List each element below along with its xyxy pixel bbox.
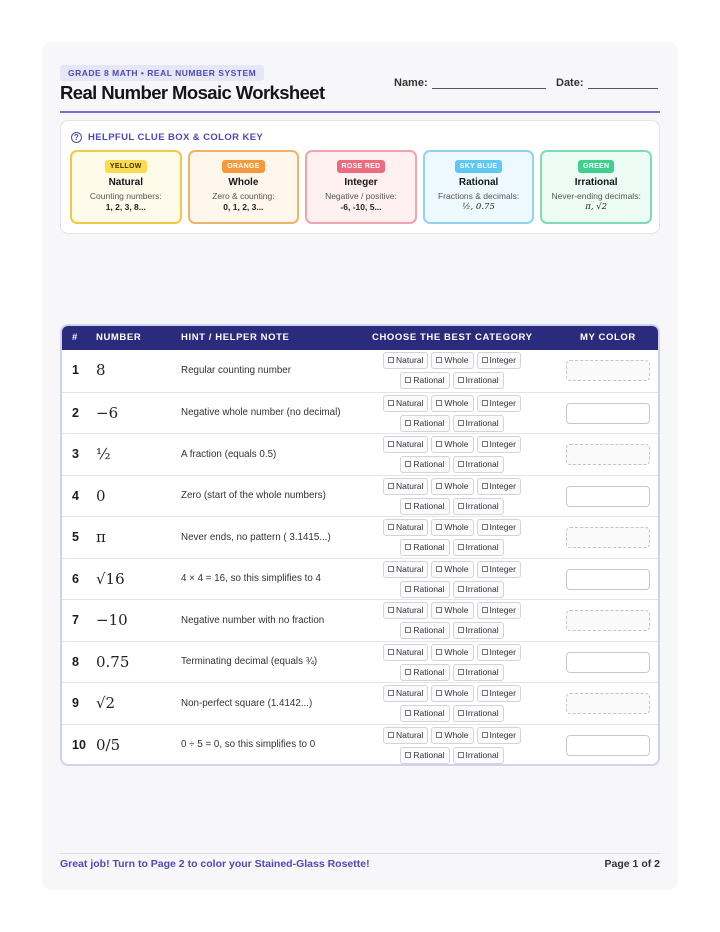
color-key-card (70, 150, 182, 224)
row-number: 6 (72, 571, 79, 586)
category-label: Rational (413, 375, 445, 385)
checkbox-icon (482, 690, 488, 696)
checkbox-icon (388, 483, 394, 489)
header-divider (60, 111, 660, 113)
checkbox-icon (458, 377, 464, 383)
category-label: Integer (489, 522, 516, 532)
checkbox-icon (458, 669, 464, 675)
category-options (376, 478, 528, 515)
color-key-list (70, 150, 652, 224)
color-input-box[interactable] (566, 569, 650, 590)
category-label: Rational (413, 459, 445, 469)
page-title: Real Number Mosaic Worksheet (60, 82, 325, 103)
category-checkbox-natural[interactable] (383, 727, 428, 744)
checkbox-icon (458, 503, 464, 509)
category-label: Whole (444, 397, 469, 408)
color-key-name: Integer (344, 177, 378, 188)
category-checkbox-natural[interactable] (383, 644, 428, 661)
number-value: √16 (96, 569, 125, 588)
category-label: Irrational (465, 625, 499, 635)
color-key-example: 0, 1, 2, 3... (223, 202, 264, 212)
color-key-desc: Never-ending decimals: (551, 191, 641, 201)
row-number: 5 (72, 530, 79, 544)
category-label: Irrational (465, 459, 499, 469)
hint-text: Non-perfect square (1.4142...) (181, 697, 313, 709)
table-header (62, 326, 658, 350)
color-key-name: Irrational (574, 177, 618, 188)
checkbox-icon (405, 377, 411, 383)
checkbox-icon (388, 524, 394, 530)
color-key-tag: ORANGE (222, 160, 265, 173)
col-header-category: CHOOSE THE BEST CATEGORY (372, 332, 533, 343)
clue-box-title-text: HELPFUL CLUE BOX & COLOR KEY (88, 131, 264, 143)
checkbox-icon (405, 503, 411, 509)
color-input-box[interactable] (566, 735, 650, 756)
number-value: √2 (96, 694, 116, 712)
footer-message: Great job! Turn to Page 2 to color your Stained-Glass Rosette! (60, 858, 370, 870)
col-header-number: NUMBER (96, 332, 142, 343)
row-number: 3 (72, 447, 79, 461)
color-input-box[interactable] (566, 527, 650, 548)
category-label: Irrational (465, 417, 499, 428)
category-checkbox-rational[interactable] (400, 581, 449, 598)
checkbox-icon (436, 524, 442, 530)
category-checkbox-natural[interactable] (383, 519, 428, 536)
checkbox-icon (405, 752, 411, 758)
category-checkbox-rational[interactable] (400, 456, 449, 473)
name-field[interactable] (394, 77, 546, 89)
row-number: 7 (72, 613, 79, 627)
checkbox-icon (436, 566, 442, 572)
number-value: 8 (96, 361, 106, 379)
checkbox-icon (482, 400, 488, 406)
checkbox-icon (482, 483, 488, 489)
category-label: Integer (489, 397, 516, 408)
category-checkbox-natural[interactable] (383, 685, 428, 702)
hint-text: Zero (start of the whole numbers) (181, 490, 326, 502)
number-value: π (96, 528, 106, 546)
category-checkbox-natural[interactable] (383, 395, 428, 412)
checkbox-icon (388, 400, 394, 406)
category-label: Rational (413, 500, 445, 511)
hint-text: Negative whole number (no decimal) (181, 407, 341, 419)
col-header-hint: HINT / HELPER NOTE (181, 332, 290, 343)
table-body (62, 350, 658, 765)
category-label: Natural (396, 729, 424, 740)
checkbox-icon (458, 420, 464, 426)
hint-text: A fraction (equals 0.5) (181, 448, 277, 460)
category-checkbox-integer[interactable] (477, 602, 521, 619)
checkbox-icon (482, 524, 488, 530)
checkbox-icon (405, 544, 411, 550)
checkbox-icon (482, 607, 488, 613)
table-row (62, 682, 658, 724)
color-key-card (188, 150, 300, 224)
name-line[interactable] (432, 77, 546, 89)
color-key-name: Natural (108, 177, 144, 188)
name-label: Name: (394, 77, 428, 89)
checkbox-icon (458, 627, 464, 633)
category-label: Whole (444, 605, 469, 615)
table-row (62, 350, 658, 392)
category-checkbox-natural[interactable] (383, 352, 428, 369)
category-checkbox-rational[interactable] (400, 747, 449, 764)
table-row (62, 475, 658, 517)
color-input-box[interactable] (566, 486, 650, 507)
category-label: Natural (396, 646, 424, 657)
date-line[interactable] (588, 77, 658, 89)
color-input-box[interactable] (566, 610, 650, 631)
category-checkbox-integer[interactable] (477, 644, 521, 661)
hint-text: 4 × 4 = 16, so this simplifies to 4 (181, 573, 321, 585)
worksheet-page (42, 42, 678, 890)
color-key-tag: GREEN (578, 160, 614, 173)
hint-text: Regular counting number (181, 364, 292, 376)
category-label: Whole (444, 522, 469, 532)
category-label: Integer (489, 480, 516, 491)
checkbox-icon (436, 690, 442, 696)
grade-badge: GRADE 8 MATH • REAL NUMBER SYSTEM (60, 65, 264, 81)
clue-box-title (71, 130, 263, 144)
color-input-box[interactable] (566, 403, 650, 424)
category-options (376, 436, 528, 473)
checkbox-icon (436, 441, 442, 447)
row-number: 9 (72, 696, 79, 710)
category-options (376, 644, 528, 681)
color-input-box[interactable] (566, 360, 650, 381)
category-label: Irrational (465, 500, 499, 511)
checkbox-icon (388, 607, 394, 613)
table-row (62, 392, 658, 434)
category-label: Natural (396, 480, 424, 491)
color-input-box[interactable] (566, 652, 650, 673)
category-options (376, 561, 528, 598)
category-checkbox-integer[interactable] (477, 685, 521, 702)
category-options (376, 602, 528, 639)
category-options (376, 727, 528, 764)
row-number: 8 (72, 654, 79, 669)
col-header-color: MY COLOR (580, 332, 636, 343)
checkbox-icon (436, 357, 442, 363)
category-checkbox-integer[interactable] (477, 395, 521, 412)
category-checkbox-rational[interactable] (400, 498, 449, 515)
category-checkbox-whole[interactable] (431, 519, 473, 536)
category-label: Rational (413, 417, 445, 428)
row-number: 1 (72, 363, 79, 377)
table-row (62, 641, 658, 683)
category-checkbox-whole[interactable] (431, 727, 473, 744)
hint-text: Terminating decimal (equals ¾) (181, 656, 318, 668)
category-label: Irrational (465, 749, 499, 760)
color-key-tag: ROSE RED (337, 160, 386, 173)
category-checkbox-irrational[interactable] (453, 498, 504, 515)
category-checkbox-irrational[interactable] (453, 664, 504, 681)
color-key-tag: SKY BLUE (455, 160, 503, 173)
color-key-name: Rational (458, 177, 499, 188)
number-value: −6 (96, 403, 119, 422)
category-label: Rational (413, 666, 445, 677)
number-value: −10 (96, 611, 128, 629)
checkbox-icon (436, 483, 442, 489)
category-checkbox-irrational[interactable] (453, 747, 504, 764)
checkbox-icon (458, 461, 464, 467)
color-key-name: Whole (228, 177, 259, 188)
category-label: Whole (444, 480, 469, 491)
category-checkbox-natural[interactable] (383, 602, 428, 619)
category-label: Integer (489, 605, 516, 615)
row-number: 10 (72, 737, 86, 752)
category-checkbox-natural[interactable] (383, 436, 428, 453)
row-number: 2 (72, 405, 79, 420)
category-checkbox-rational[interactable] (400, 415, 449, 432)
checkbox-icon (388, 357, 394, 363)
color-key-example: π, √2 (585, 202, 608, 212)
category-checkbox-irrational[interactable] (453, 456, 504, 473)
category-label: Irrational (465, 542, 499, 552)
category-label: Integer (489, 729, 516, 740)
category-label: Rational (413, 708, 445, 718)
category-checkbox-whole[interactable] (431, 561, 473, 578)
checkbox-icon (458, 752, 464, 758)
color-key-desc: Zero & counting: (212, 191, 275, 201)
color-input-box[interactable] (566, 444, 650, 465)
category-checkbox-rational[interactable] (400, 664, 449, 681)
checkbox-icon (388, 732, 394, 738)
checkbox-icon (482, 649, 488, 655)
category-options (376, 519, 528, 556)
category-checkbox-integer[interactable] (477, 561, 521, 578)
category-checkbox-natural[interactable] (383, 478, 428, 495)
category-label: Integer (489, 688, 516, 698)
category-options (376, 352, 528, 389)
category-checkbox-irrational[interactable] (453, 415, 504, 432)
help-circle-icon: ? (71, 132, 82, 143)
hint-text: Never ends, no pattern ( 3.1415...) (181, 531, 331, 543)
category-checkbox-rational[interactable] (400, 622, 449, 639)
category-label: Natural (396, 522, 424, 532)
category-options (376, 685, 528, 722)
color-key-example: 1, 2, 3, 8... (105, 202, 146, 212)
category-label: Rational (413, 749, 445, 760)
category-checkbox-irrational[interactable] (453, 705, 504, 722)
date-label: Date: (556, 77, 584, 89)
category-label: Integer (489, 439, 516, 449)
table-row (62, 724, 658, 766)
category-label: Rational (413, 542, 445, 552)
checkbox-icon (405, 710, 411, 716)
checkbox-icon (458, 710, 464, 716)
category-label: Rational (413, 583, 445, 594)
number-value: 0/5 (96, 735, 121, 754)
color-key-desc: Negative / positive: (325, 191, 397, 201)
date-field[interactable] (556, 77, 658, 89)
checkbox-icon (436, 607, 442, 613)
category-checkbox-integer[interactable] (477, 352, 521, 369)
category-checkbox-whole[interactable] (431, 352, 473, 369)
category-label: Irrational (465, 375, 499, 385)
header (60, 64, 660, 112)
category-label: Whole (444, 688, 469, 698)
category-label: Rational (413, 625, 445, 635)
page-number: Page 1 of 2 (604, 858, 660, 870)
number-value: ½ (96, 445, 111, 463)
category-checkbox-integer[interactable] (477, 478, 521, 495)
checkbox-icon (388, 566, 394, 572)
category-checkbox-rational[interactable] (400, 539, 449, 556)
table-row (62, 516, 658, 558)
category-checkbox-rational[interactable] (400, 372, 449, 389)
checkbox-icon (482, 441, 488, 447)
color-key-card (305, 150, 417, 224)
checkbox-icon (388, 441, 394, 447)
checkbox-icon (482, 566, 488, 572)
number-table (60, 324, 660, 766)
category-checkbox-irrational[interactable] (453, 622, 504, 639)
checkbox-icon (405, 669, 411, 675)
category-checkbox-integer[interactable] (477, 436, 521, 453)
checkbox-icon (458, 544, 464, 550)
category-label: Natural (396, 397, 424, 408)
category-checkbox-integer[interactable] (477, 519, 521, 536)
checkbox-icon (436, 400, 442, 406)
category-options (376, 395, 528, 432)
category-label: Whole (444, 439, 469, 449)
color-key-desc: Fractions & decimals: (437, 191, 520, 201)
category-label: Integer (489, 563, 516, 574)
category-checkbox-whole[interactable] (431, 478, 473, 495)
checkbox-icon (405, 461, 411, 467)
clue-box (60, 120, 660, 234)
checkbox-icon (436, 649, 442, 655)
color-key-example: -6, -10, 5... (340, 202, 382, 212)
row-number: 4 (72, 488, 79, 503)
category-checkbox-whole[interactable] (431, 436, 473, 453)
category-checkbox-integer[interactable] (477, 727, 521, 744)
checkbox-icon (458, 586, 464, 592)
checkbox-icon (436, 732, 442, 738)
number-value: 0.75 (96, 652, 130, 671)
category-checkbox-rational[interactable] (400, 705, 449, 722)
category-checkbox-irrational[interactable] (453, 581, 504, 598)
hint-text: Negative number with no fraction (181, 614, 325, 626)
category-checkbox-irrational[interactable] (453, 372, 504, 389)
category-label: Whole (444, 563, 469, 574)
category-checkbox-whole[interactable] (431, 395, 473, 412)
category-label: Irrational (465, 583, 499, 594)
category-label: Whole (444, 646, 469, 657)
category-checkbox-natural[interactable] (383, 561, 428, 578)
table-row (62, 599, 658, 641)
checkbox-icon (405, 420, 411, 426)
table-row (62, 433, 658, 475)
category-label: Irrational (465, 666, 499, 677)
checkbox-icon (388, 649, 394, 655)
category-checkbox-whole[interactable] (431, 685, 473, 702)
category-label: Integer (489, 355, 516, 365)
color-key-card (423, 150, 535, 224)
category-label: Whole (444, 729, 469, 740)
category-checkbox-whole[interactable] (431, 602, 473, 619)
number-value: 0 (96, 486, 106, 505)
category-label: Whole (444, 355, 469, 365)
checkbox-icon (482, 732, 488, 738)
category-label: Natural (396, 688, 424, 698)
color-input-box[interactable] (566, 693, 650, 714)
hint-text: 0 ÷ 5 = 0, so this simplifies to 0 (181, 739, 316, 751)
checkbox-icon (405, 586, 411, 592)
category-label: Natural (396, 563, 424, 574)
category-checkbox-whole[interactable] (431, 644, 473, 661)
category-label: Natural (396, 355, 424, 365)
color-key-card (540, 150, 652, 224)
footer-divider (60, 853, 660, 854)
checkbox-icon (405, 627, 411, 633)
checkbox-icon (482, 357, 488, 363)
color-key-desc: Counting numbers: (89, 191, 162, 201)
checkbox-icon (388, 690, 394, 696)
category-label: Natural (396, 605, 424, 615)
color-key-example: ½, 0.75 (462, 202, 495, 212)
category-label: Irrational (465, 708, 499, 718)
category-label: Integer (489, 646, 516, 657)
category-label: Natural (396, 439, 424, 449)
color-key-tag: YELLOW (105, 160, 147, 173)
category-checkbox-irrational[interactable] (453, 539, 504, 556)
table-row (62, 558, 658, 600)
col-header-num: # (72, 332, 78, 343)
